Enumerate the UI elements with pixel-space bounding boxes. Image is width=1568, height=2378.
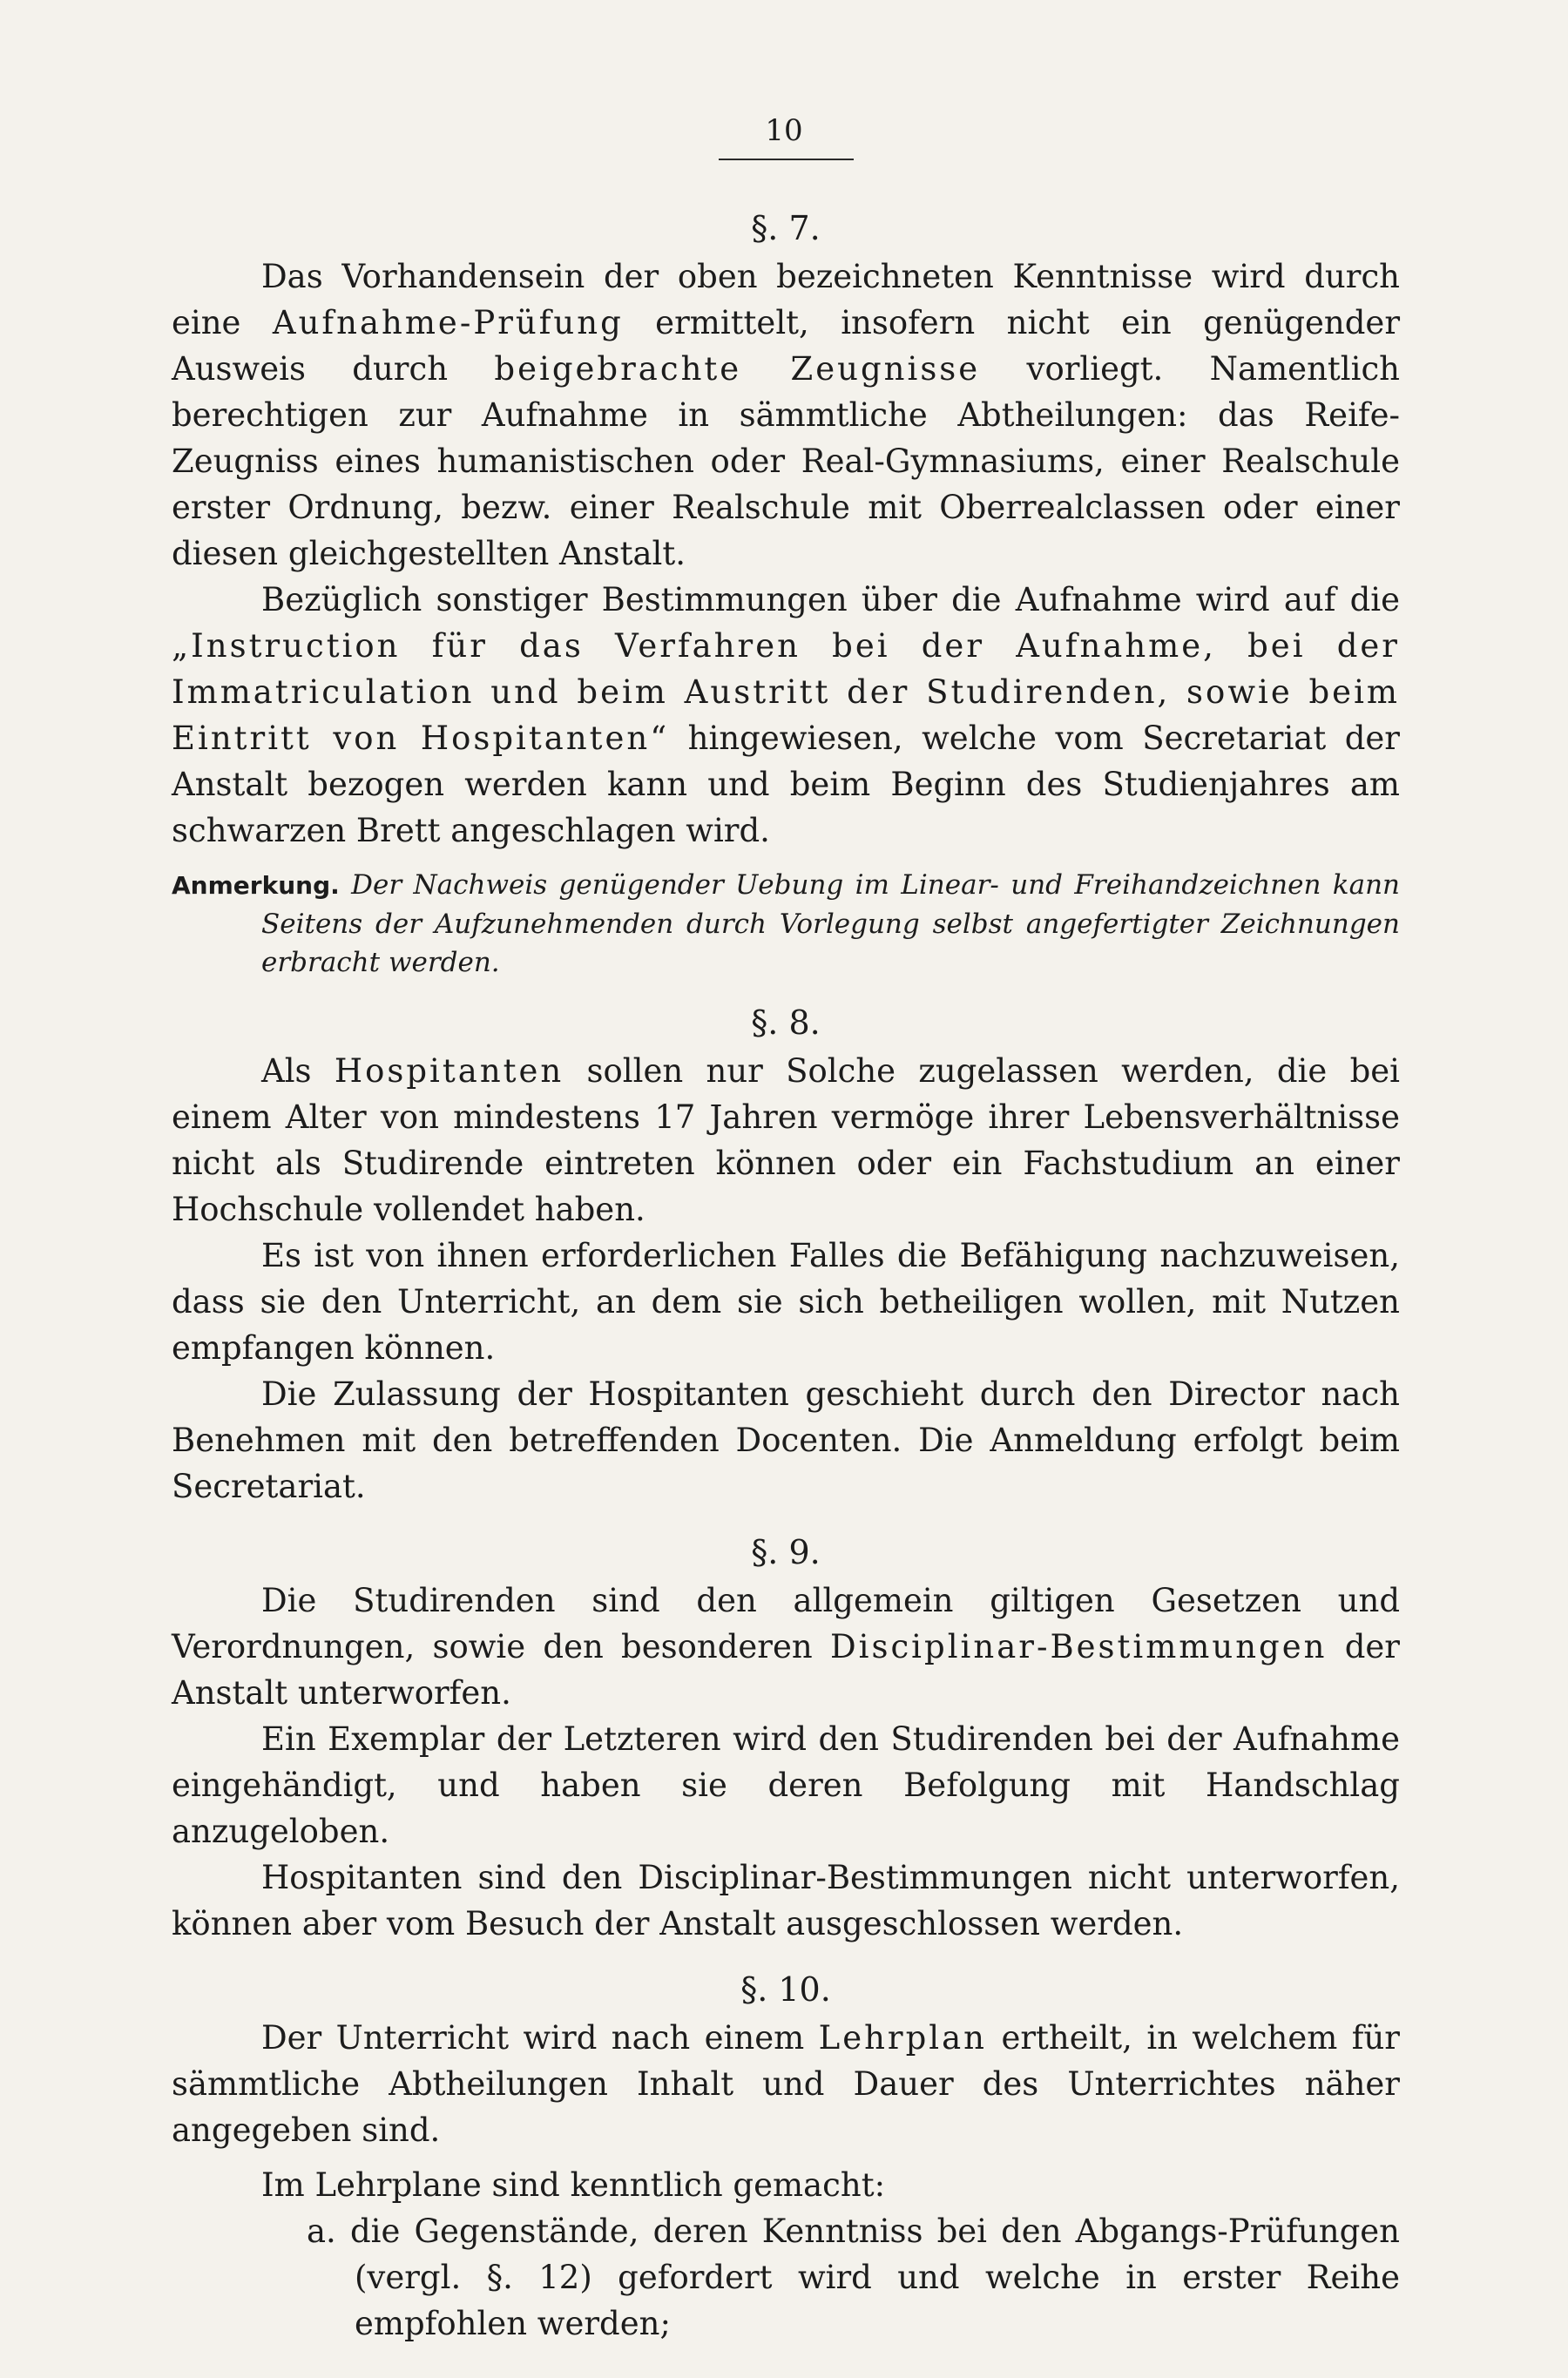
- page-body: [172, 205, 1400, 2347]
- text-run: sollen nur Solche zugelassen werden, die bei einem Alter von mindestens 17 Jahren vermöge ihrer Lebensverhältnisse nicht als Studirende eintreten können oder ein Fachstudium an einer Hochschule vollendet haben.: [172, 1052, 1400, 1228]
- text-run: Das Vorhandensein der oben bezeichneten Kenntnisse wird durch eine: [172, 258, 1400, 341]
- section-9-paragraph-2: Ein Exemplar der Letzteren wird den Studirenden bei der Aufnahme eingehändigt, und haben sie deren Befolgung mit Handschlag anzugeloben.: [172, 1720, 1400, 1850]
- section-7-heading: §. 7.: [751, 209, 821, 247]
- spaced-term-hospitanten: Hospitanten: [334, 1052, 564, 1090]
- section-8-paragraph-1: [172, 1048, 1400, 1233]
- text-run: ertheilt, in welchem für sämmtliche Abtheilungen Inhalt und Dauer des Unterrichtes näher angegeben sind.: [172, 2019, 1400, 2149]
- section-7-note: [172, 866, 1400, 982]
- section-9-paragraph-3: Hospitanten sind den Disciplinar-Bestimmungen nicht unterworfen, können aber vom Besuch der Anstalt ausgeschlossen werden.: [172, 1859, 1400, 1942]
- text-run: ermittelt, insofern nicht ein genügender Ausweis durch: [172, 304, 1401, 388]
- section-8-paragraph-3: Die Zulassung der Hospitanten geschieht durch den Director nach Benehmen mit den betreffenden Docenten. Die Anmeldung erfolgt beim Secretariat.: [172, 1375, 1400, 1505]
- spaced-term-aufnahme-pruefung: Aufnahme-Prüfung: [272, 304, 624, 341]
- section-9-paragraph-1: [172, 1577, 1400, 1716]
- page-number: 10: [765, 113, 803, 148]
- section-7-paragraph-1: [172, 253, 1400, 577]
- text-run: vorliegt. Namentlich berechtigen zur Aufnahme in sämmtliche Abtheilungen: das Reife-Zeugniss eines humanistischen oder Real-Gymnasiums, einer Realschule erster Ordnung, bezw. einer Realschule mit Oberrealclassen oder einer diesen gleichgestellten Anstalt.: [172, 350, 1400, 572]
- section-10-list: [172, 2208, 1400, 2347]
- page-number-rule: [719, 159, 854, 160]
- list-item: a. die Gegenstände, deren Kenntniss bei den Abgangs-Prüfungen (vergl. §. 12) gefordert wird und welche in erster Reihe empfohlen werden;: [307, 2212, 1400, 2342]
- section-8-paragraph-2: Es ist von ihnen erforderlichen Falles die Befähigung nachzuweisen, dass sie den Unterricht, an dem sie sich betheiligen wollen, mit Nutzen empfangen können.: [172, 1237, 1400, 1367]
- section-8-heading: §. 8.: [751, 1003, 821, 1042]
- section-10-heading: §. 10.: [740, 1970, 831, 2009]
- spaced-term-disciplinar: Disciplinar-Bestimmungen: [829, 1628, 1328, 1665]
- text-run: Bezüglich sonstiger Bestimmungen über die Aufnahme wird auf die: [261, 581, 1400, 618]
- note-label: Anmerkung.: [172, 871, 340, 900]
- text-run: Als: [261, 1052, 335, 1090]
- text-run: der Anstalt unterworfen.: [172, 1628, 1400, 1712]
- spaced-term-instruction: „Instruction für das Verfahren bei der Aufnahme, bei der Immatriculation und beim Austritt der Studirenden, sowie beim Eintritt von Hospitanten“: [172, 627, 1400, 757]
- text-run: Die Studirenden sind den allgemein giltigen Gesetzen und Verordnungen, sowie den besonderen: [172, 1582, 1400, 1665]
- spacer: [172, 1947, 1400, 1966]
- section-9-heading: §. 9.: [751, 1533, 821, 1571]
- note-text: Der Nachweis genügender Uebung im Linear- und Freihandzeichnen kann Seitens der Aufzunehmenden durch Vorlegung selbst angefertigter Zeichnungen erbracht werden.: [261, 869, 1400, 978]
- text-run: Der Unterricht wird nach einem: [261, 2019, 819, 2057]
- spacer: [172, 1510, 1400, 1529]
- section-10-paragraph-2: Im Lehrplane sind kenntlich gemacht:: [261, 2166, 886, 2204]
- spaced-term-lehrplan: Lehrplan: [818, 2019, 988, 2057]
- text-run: hingewiesen, welche vom Secretariat der Anstalt bezogen werden kann und beim Beginn des Studienjahres am schwarzen Brett angeschlagen wird.: [172, 719, 1400, 849]
- spaced-term-zeugnisse: beigebrachte Zeugnisse: [494, 350, 981, 388]
- section-10-paragraph-1: [172, 2015, 1400, 2153]
- section-7-paragraph-2: [172, 577, 1400, 854]
- spacer: [172, 2153, 1400, 2162]
